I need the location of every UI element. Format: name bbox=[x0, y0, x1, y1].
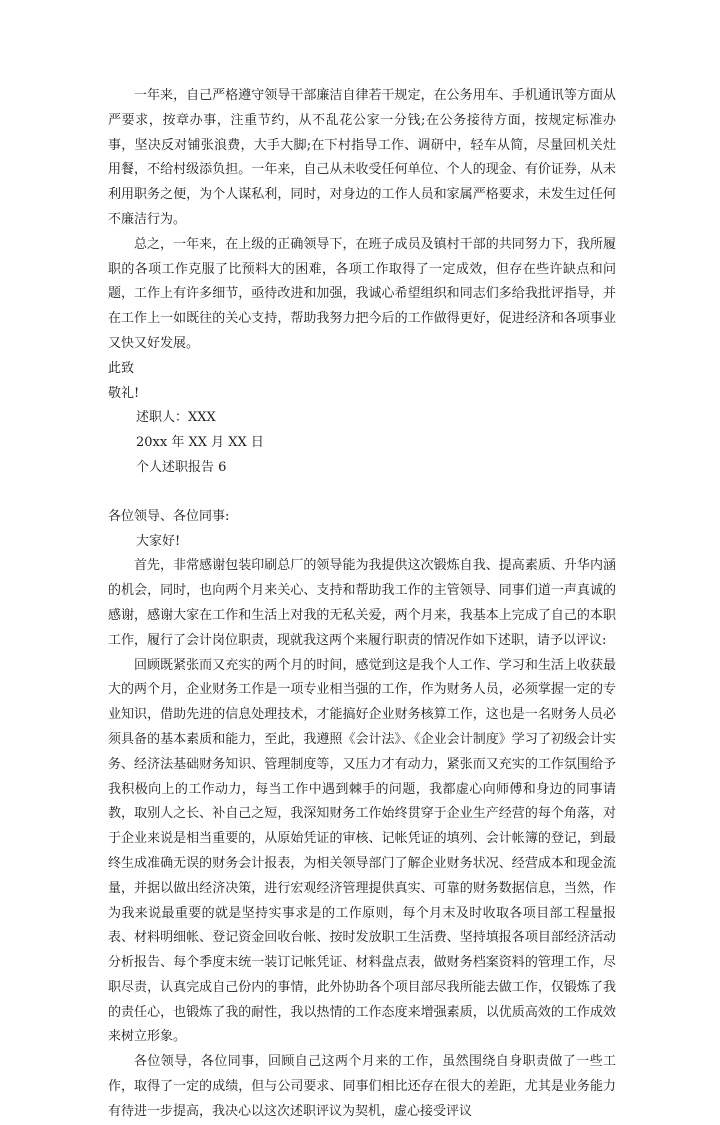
closing-line-1: 此致 bbox=[108, 360, 135, 376]
greeting: 大家好! bbox=[136, 533, 181, 549]
closing-line-2: 敬礼! bbox=[108, 385, 140, 401]
paragraph-conclusion: 各位领导，各位同事，回顾自己这两个月来的工作，虽然围绕自身职责做了一些工作，取得了一定的成绩，但与公司要求、同事们相比还存在很大的差距，尤其是业务能力有待进一步提高，我决心以这次述职评议为契机，虚心接受评议 bbox=[108, 1054, 616, 1119]
report-date: 20xx 年 XX 月 XX 日 bbox=[136, 435, 264, 451]
section-gap bbox=[108, 481, 616, 505]
paragraph-review: 回顾既紧张而又充实的两个月的时间，感觉到这是我个人工作、学习和生活上收获最大的两个月，企业财务工作是一项专业相当强的工作，作为财务人员，必须掌握一定的专业知识，借助先进的信息处理技术，才能搞好企业财务核算工作，这也是一名财务人员必须具备的基本素质和能力，至此，我遵照《会计法》、《企业会计制度》学习了初级会计实务、经济法基础财务知识、管理制度等，又压力才有动力，紧张而又充实的工作氛围给予我积极向上的工作动力，每当工作中遇到棘手的问题，我都虚心向师傅和身边的同事请教，取别人之长、补自己之短，我深知财务工作始终贯穿于企业生产经营的每个角落，对于企业来说是相当重要的，从原始凭证的审核、记帐凭证的填列、会计帐簿的登记，到最终生成准确无误的财务会计报表，为相关领导部门了解企业财务状况、经营成本和现金流量，并据以做出经济决策，进行宏观经济管理提供真实、可靠的财务数据信息，当然，作为我来说最重要的就是坚持实事求是的工作原则，每个月末及时收取各项目部工程量报表、材料明细帐、登记资金回收台帐、按时发放职工生活费、坚持填报各项目部经济活动分析报告、每个季度末统一装订记帐凭证、材料盘点表，做财务档案资料的管理工作，尽职尽责，认真完成自己份内的事情，此外协助各个项目部尽我所能去做工作，仅锻炼了我的责任心，也锻炼了我的耐性，我以热情的工作态度来增强素质，以优质高效的工作成效来树立形象。 bbox=[108, 657, 616, 1045]
paragraph-thanks: 首先，非常感谢包装印刷总厂的领导能为我提供这次锻炼自我、提高素质、升华内涵的机会，同时，也向两个月来关心、支持和帮助我工作的主管领导、同事们道一声真诚的感谢，感谢大家在工作和生活上对我的无私关爱，两个月来，我基本上完成了自己的本职工作，履行了会计岗位职责，现就我这两个来履行职责的情况作如下述职，请予以评议: bbox=[108, 558, 616, 648]
salutation: 各位领导、各位同事: bbox=[108, 508, 230, 524]
paragraph-integrity: 一年来，自己严格遵守领导干部廉洁自律若干规定，在公务用车、手机通讯等方面从严要求，按章办事，注重节约，从不乱花公家一分钱;在公务接待方面，按规定标准办事，坚决反对铺张浪费，大手大脚;在下村指导工作、调研中，轻车从简，尽量回机关灶用餐，不给村级添负担。一年来，自己从未收受任何单位、个人的现金、有价证券，从未利用职务之便，为个人谋私利，同时，对身边的工作人员和家属严格要求，未发生过任何不廉洁行为。 bbox=[108, 88, 616, 227]
document-page bbox=[108, 84, 616, 1125]
reporter-signature: 述职人：XXX bbox=[136, 410, 216, 426]
report-title: 个人述职报告 6 bbox=[136, 459, 227, 475]
paragraph-summary: 总之，一年来，在上级的正确领导下，在班子成员及镇村干部的共同努力下，我所履职的各项工作克服了比预料大的困难，各项工作取得了一定成效，但存在些许缺点和问题，工作上有许多细节，亟待改进和加强，我诚心希望组织和同志们多给我批评指导，并在工作上一如既往的关心支持，帮助我努力把今后的工作做得更好，促进经济和各项事业又快又好发展。 bbox=[108, 236, 616, 351]
